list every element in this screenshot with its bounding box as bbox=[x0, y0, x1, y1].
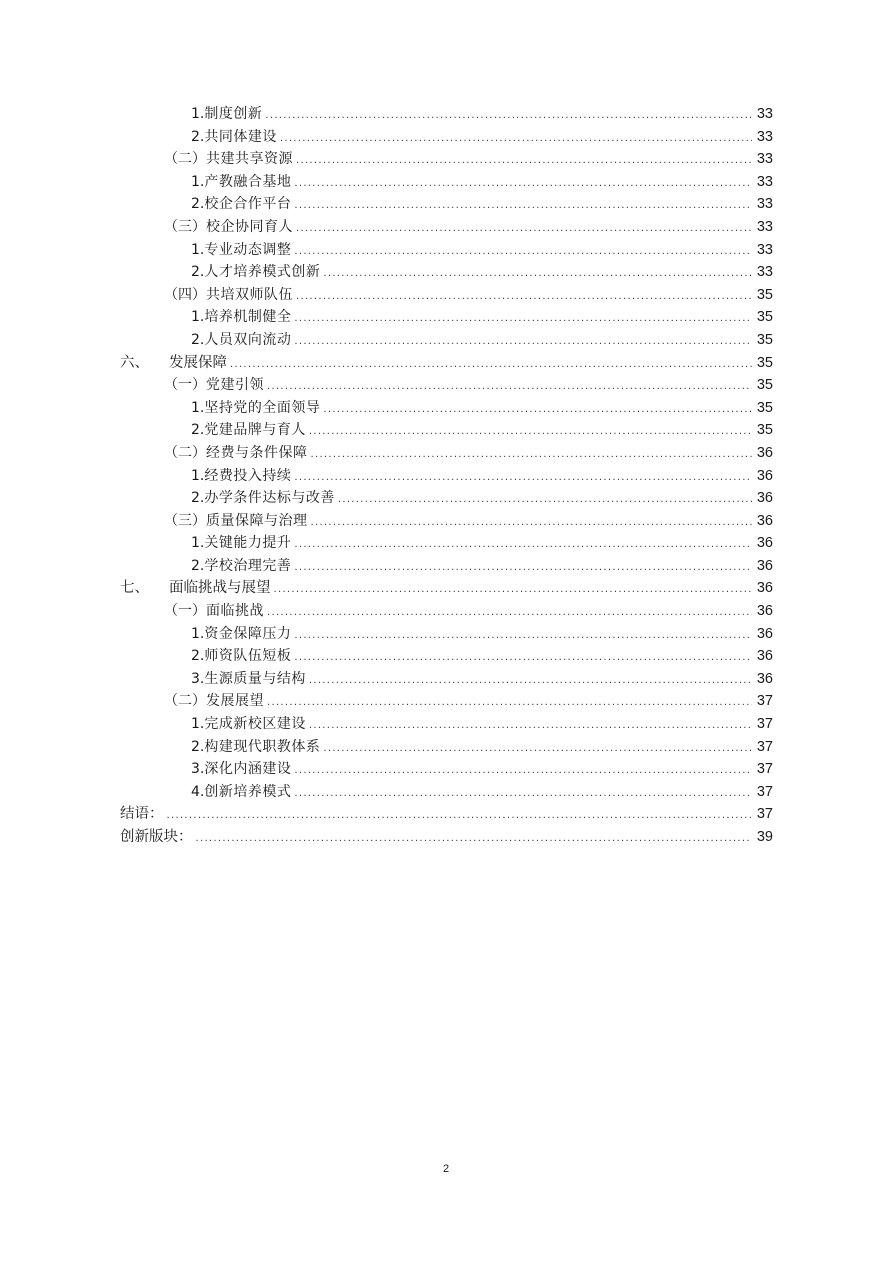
toc-entry[interactable] bbox=[120, 532, 773, 555]
toc-dot-leader bbox=[294, 241, 752, 264]
toc-entry-number: 六、 bbox=[120, 354, 149, 371]
toc-entry-label: 发展展望 bbox=[206, 693, 264, 710]
toc-dot-leader bbox=[294, 331, 752, 354]
toc-entry-label: 经费投入持续 bbox=[204, 467, 292, 484]
toc-entry-label: 专业动态调整 bbox=[204, 241, 292, 258]
toc-dot-leader bbox=[294, 647, 752, 670]
toc-entry-page: 33 bbox=[756, 241, 773, 258]
toc-entry-title bbox=[191, 103, 262, 126]
toc-entry-number: （三） bbox=[164, 218, 206, 235]
toc-entry[interactable] bbox=[120, 284, 773, 307]
toc-entry-number: （二） bbox=[164, 693, 206, 710]
toc-dot-leader bbox=[265, 105, 752, 128]
toc-entry[interactable] bbox=[120, 261, 773, 284]
toc-dot-leader bbox=[309, 715, 752, 738]
toc-dot-leader bbox=[267, 376, 752, 399]
toc-dot-leader bbox=[296, 286, 752, 309]
toc-entry-title bbox=[191, 758, 291, 781]
toc-entry-label: 共建共享资源 bbox=[206, 151, 293, 168]
toc-entry-label: 完成新校区建设 bbox=[204, 716, 306, 733]
toc-entry-title bbox=[191, 713, 306, 736]
toc-entry[interactable] bbox=[120, 623, 773, 646]
toc-dot-leader bbox=[267, 602, 752, 625]
toc-dot-leader bbox=[274, 579, 753, 602]
toc-entry-title bbox=[191, 555, 291, 578]
toc-entry-label: 制度创新 bbox=[204, 106, 263, 122]
toc-entry-title bbox=[191, 419, 306, 442]
page-number: 2 bbox=[442, 1163, 450, 1175]
toc-entry-page: 33 bbox=[756, 173, 773, 190]
toc-entry[interactable] bbox=[120, 758, 773, 781]
toc-entry-page: 33 bbox=[756, 128, 773, 145]
toc-entry-title bbox=[191, 487, 335, 510]
toc-entry-page: 36 bbox=[756, 603, 773, 620]
toc-dot-leader bbox=[167, 805, 753, 828]
toc-entry-page: 33 bbox=[756, 264, 773, 281]
toc-entry-label: 创新培养模式 bbox=[204, 783, 292, 800]
toc-dot-leader bbox=[294, 557, 752, 580]
toc-entry-label: 创新版块： bbox=[120, 829, 193, 845]
toc-entry[interactable] bbox=[120, 306, 773, 329]
toc-dot-leader bbox=[296, 218, 752, 241]
toc-entry-number: 1. bbox=[191, 173, 205, 190]
toc-entry-title bbox=[191, 193, 291, 216]
toc-entry-title bbox=[191, 397, 320, 420]
toc-entry-number: 1. bbox=[191, 535, 205, 552]
toc-dot-leader bbox=[323, 399, 752, 422]
toc-entry-title bbox=[191, 239, 291, 262]
toc-dot-leader bbox=[309, 421, 752, 444]
toc-entry[interactable] bbox=[120, 239, 773, 262]
toc-entry-title bbox=[164, 374, 264, 397]
toc-entry-label: 人员双向流动 bbox=[204, 331, 292, 348]
toc-entry-number: （二） bbox=[164, 444, 206, 461]
toc-entry-label: 构建现代职教体系 bbox=[204, 738, 321, 755]
toc-entry-label: 校企合作平台 bbox=[204, 196, 292, 213]
toc-entry-title bbox=[191, 668, 306, 691]
toc-entry-title bbox=[191, 261, 320, 284]
toc-entry[interactable] bbox=[120, 803, 773, 826]
toc-entry-title bbox=[191, 126, 277, 149]
toc-entry-number: （三） bbox=[164, 512, 206, 529]
toc-entry-title bbox=[191, 645, 291, 668]
toc-entry-page: 33 bbox=[756, 151, 773, 168]
toc-entry-page: 35 bbox=[756, 354, 773, 371]
toc-entry[interactable] bbox=[120, 577, 773, 600]
toc-entry-number: 2. bbox=[191, 128, 205, 145]
toc-entry-title bbox=[120, 803, 164, 826]
toc-entry-label: 共培双师队伍 bbox=[206, 286, 293, 303]
toc-dot-leader bbox=[311, 512, 753, 535]
toc-entry[interactable] bbox=[120, 148, 773, 171]
toc-entry-number: 2. bbox=[191, 264, 205, 281]
toc-entry-title bbox=[164, 690, 264, 713]
toc-entry[interactable] bbox=[120, 193, 773, 216]
toc-dot-leader bbox=[338, 489, 752, 512]
toc-entry-label: 校企协同育人 bbox=[206, 218, 293, 235]
toc-entry-page: 37 bbox=[756, 738, 773, 755]
toc-entry-page: 36 bbox=[756, 512, 773, 529]
toc-entry[interactable] bbox=[120, 216, 773, 239]
toc-entry[interactable] bbox=[120, 510, 773, 533]
toc-entry-number: （二） bbox=[164, 151, 206, 168]
toc-entry-number: 2. bbox=[191, 557, 205, 574]
toc-entry-title bbox=[164, 600, 264, 623]
toc-entry-number: 2. bbox=[191, 648, 205, 665]
toc-entry[interactable] bbox=[120, 329, 773, 352]
toc-entry-label: 坚持党的全面领导 bbox=[204, 399, 321, 416]
toc-entry-label: 人才培养模式创新 bbox=[204, 264, 321, 281]
toc-entry-title bbox=[191, 781, 291, 804]
toc-entry-number: 1. bbox=[191, 467, 205, 484]
toc-entry-page: 37 bbox=[756, 716, 773, 733]
toc-entry-label: 生源质量与结构 bbox=[204, 670, 306, 687]
toc-entry-number: 2. bbox=[191, 490, 205, 507]
toc-entry-page: 35 bbox=[756, 377, 773, 394]
toc-dot-leader bbox=[294, 534, 752, 557]
toc-entry-page: 37 bbox=[756, 693, 773, 710]
toc-dot-leader bbox=[196, 828, 753, 851]
toc-dot-leader bbox=[280, 128, 752, 151]
toc-entry-number: （一） bbox=[164, 603, 206, 620]
toc-entry-title bbox=[191, 532, 291, 555]
toc-entry-label: 质量保障与治理 bbox=[206, 512, 308, 529]
toc-entry-page: 36 bbox=[756, 580, 773, 597]
toc-entry-page: 35 bbox=[756, 422, 773, 439]
toc-entry-number: 1. bbox=[191, 106, 205, 122]
toc-dot-leader bbox=[294, 308, 752, 331]
toc-entry-page: 39 bbox=[756, 829, 773, 845]
toc-dot-leader bbox=[296, 150, 752, 173]
toc-entry[interactable] bbox=[120, 126, 773, 149]
toc-entry[interactable] bbox=[120, 419, 773, 442]
toc-entry[interactable] bbox=[120, 487, 773, 510]
toc-entry-number: 3. bbox=[191, 670, 205, 687]
toc-entry-title bbox=[191, 465, 291, 488]
toc-entry-page: 35 bbox=[756, 309, 773, 326]
toc-entry-number: 1. bbox=[191, 625, 205, 642]
toc-dot-leader bbox=[294, 783, 752, 806]
toc-entry[interactable] bbox=[120, 352, 773, 375]
toc-entry-page: 35 bbox=[756, 399, 773, 416]
toc-dot-leader bbox=[294, 173, 752, 196]
toc-entry-page: 37 bbox=[756, 783, 773, 800]
toc-entry-page: 35 bbox=[756, 286, 773, 303]
toc-dot-leader bbox=[294, 625, 752, 648]
toc-entry-title bbox=[120, 826, 193, 849]
toc-entry-page: 36 bbox=[756, 535, 773, 552]
toc-entry[interactable] bbox=[120, 600, 773, 623]
toc-entry-label: 学校治理完善 bbox=[204, 557, 292, 574]
toc-entry-number: 3. bbox=[191, 761, 205, 778]
toc-entry-page: 33 bbox=[756, 196, 773, 213]
toc-entry-page: 33 bbox=[756, 106, 773, 122]
toc-entry-label: 面临挑战与展望 bbox=[169, 580, 271, 597]
toc-entry-label: 产教融合基地 bbox=[204, 173, 292, 190]
toc-entry-label: 共同体建设 bbox=[204, 128, 277, 145]
toc-entry-number: 七、 bbox=[120, 580, 149, 597]
toc-dot-leader bbox=[294, 195, 752, 218]
toc-entry-number: 1. bbox=[191, 309, 205, 326]
toc-entry-number: 2. bbox=[191, 331, 205, 348]
toc-dot-leader bbox=[294, 760, 752, 783]
toc-entry-title bbox=[191, 623, 291, 646]
toc-entry-page: 36 bbox=[756, 444, 773, 461]
toc-entry-title bbox=[164, 510, 308, 533]
toc-entry-number: 1. bbox=[191, 241, 205, 258]
toc-entry[interactable] bbox=[120, 442, 773, 465]
toc-entry-number: 4. bbox=[191, 783, 205, 800]
toc-entry-number: 2. bbox=[191, 738, 205, 755]
table-of-contents bbox=[120, 103, 773, 849]
toc-entry-label: 经费与条件保障 bbox=[206, 444, 308, 461]
toc-entry-number: （四） bbox=[164, 286, 206, 303]
toc-entry-label: 面临挑战 bbox=[206, 603, 264, 620]
toc-entry-number: 2. bbox=[191, 422, 205, 439]
toc-entry[interactable] bbox=[120, 781, 773, 804]
toc-entry[interactable] bbox=[120, 374, 773, 397]
toc-entry-page: 36 bbox=[756, 625, 773, 642]
toc-entry-label: 培养机制健全 bbox=[204, 309, 292, 326]
toc-entry-title bbox=[164, 148, 293, 171]
toc-entry[interactable] bbox=[120, 397, 773, 420]
toc-dot-leader bbox=[230, 354, 752, 377]
toc-dot-leader bbox=[294, 467, 752, 490]
toc-entry-label: 师资队伍短板 bbox=[204, 648, 292, 665]
toc-entry[interactable] bbox=[120, 555, 773, 578]
toc-entry[interactable] bbox=[120, 668, 773, 691]
toc-entry[interactable] bbox=[120, 690, 773, 713]
toc-entry-title bbox=[120, 577, 271, 600]
toc-entry-title bbox=[120, 352, 227, 375]
toc-entry[interactable] bbox=[120, 826, 773, 849]
toc-dot-leader bbox=[267, 692, 752, 715]
toc-entry-label: 资金保障压力 bbox=[204, 625, 292, 642]
toc-entry-title bbox=[191, 736, 320, 759]
toc-entry-label: 办学条件达标与改善 bbox=[204, 490, 335, 507]
toc-entry-number: 2. bbox=[191, 196, 205, 213]
toc-dot-leader bbox=[311, 444, 753, 467]
toc-entry[interactable] bbox=[120, 713, 773, 736]
toc-entry-label: 发展保障 bbox=[169, 354, 227, 371]
toc-entry-number: （一） bbox=[164, 377, 206, 394]
toc-entry-page: 37 bbox=[756, 761, 773, 778]
toc-entry-label: 党建引领 bbox=[206, 377, 264, 394]
toc-entry-page: 36 bbox=[756, 467, 773, 484]
toc-entry-title bbox=[164, 216, 293, 239]
toc-entry-label: 结语： bbox=[120, 806, 164, 823]
toc-entry-page: 36 bbox=[756, 670, 773, 687]
toc-entry-page: 35 bbox=[756, 331, 773, 348]
toc-entry[interactable] bbox=[120, 171, 773, 194]
toc-entry-page: 36 bbox=[756, 490, 773, 507]
toc-entry-label: 关键能力提升 bbox=[204, 535, 292, 552]
toc-dot-leader bbox=[323, 263, 752, 286]
toc-entry[interactable] bbox=[120, 465, 773, 488]
toc-dot-leader bbox=[309, 670, 752, 693]
toc-entry[interactable] bbox=[120, 645, 773, 668]
toc-entry-title bbox=[191, 171, 291, 194]
toc-entry-number: 1. bbox=[191, 399, 205, 416]
toc-entry[interactable] bbox=[120, 103, 773, 126]
toc-entry-number: 1. bbox=[191, 716, 205, 733]
toc-entry-title bbox=[164, 442, 308, 465]
toc-entry[interactable] bbox=[120, 736, 773, 759]
toc-entry-page: 33 bbox=[756, 218, 773, 235]
toc-entry-title bbox=[191, 306, 291, 329]
toc-entry-title bbox=[191, 329, 291, 352]
toc-dot-leader bbox=[323, 738, 752, 761]
toc-entry-page: 36 bbox=[756, 557, 773, 574]
toc-entry-label: 深化内涵建设 bbox=[204, 761, 292, 778]
toc-entry-page: 36 bbox=[756, 648, 773, 665]
toc-entry-label: 党建品牌与育人 bbox=[204, 422, 306, 439]
toc-entry-title bbox=[164, 284, 293, 307]
toc-entry-page: 37 bbox=[756, 806, 773, 823]
